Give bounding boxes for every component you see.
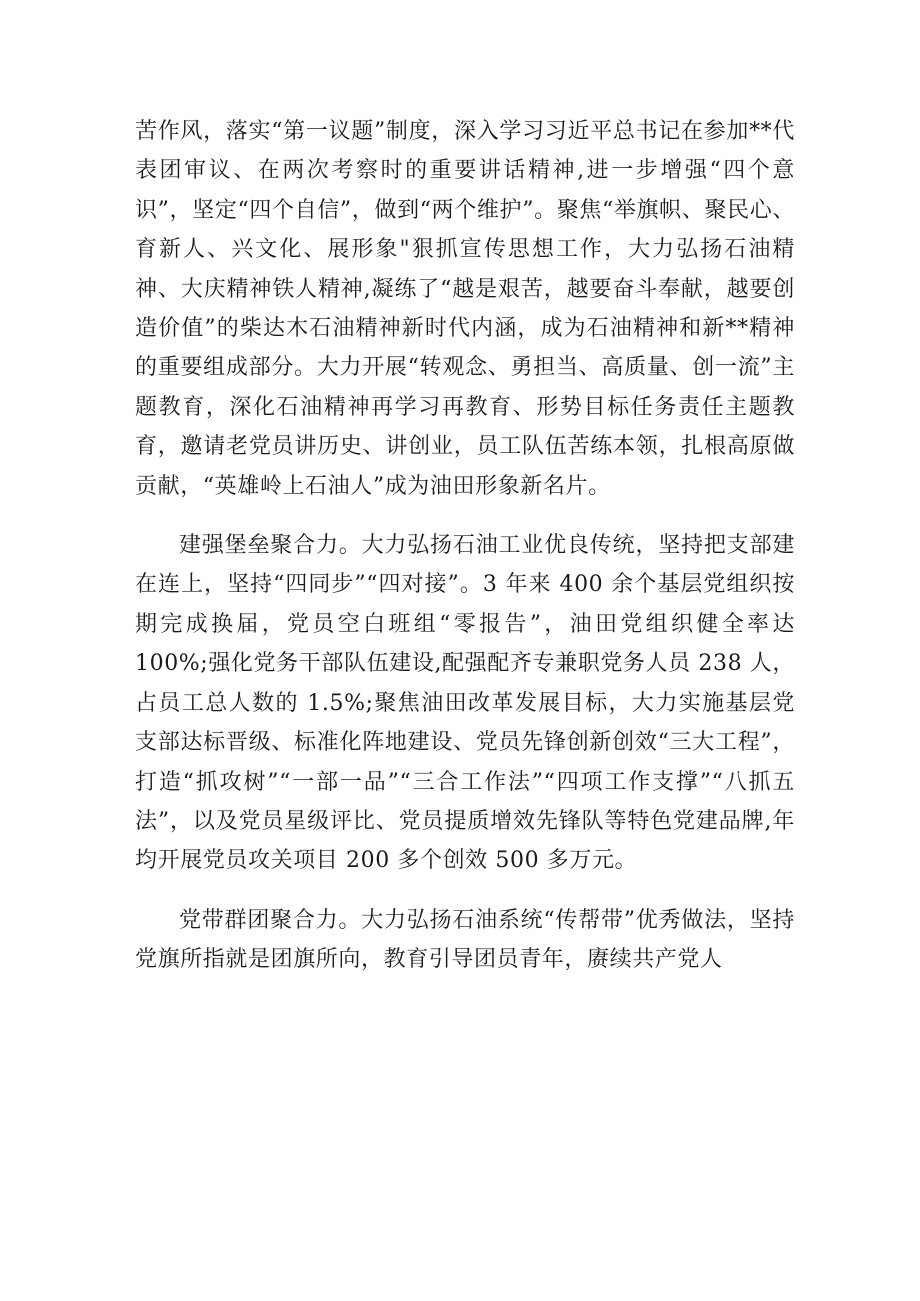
paragraph-continuation: 苦作风，落实“第一议题”制度，深入学习习近平总书记在参加**代表团审议、在两次考察时的重要讲话精神,进一步增强“四个意识”，坚定“四个自信”，做到“两个维护”。聚焦“举旗帜、聚民心、育新人、兴文化、展形象"狠抓宣传思想工作，大力弘扬石油精神、大庆精神铁人精神,凝练了“越是艰苦，越要奋斗奉献，越要创造价值”的柴达木石油精神新时代内涵，成为石油精神和新**精神的重要组成部分。大力开展“转观念、勇担当、高质量、创一流”主题教育，深化石油精神再学习再教育、形势目标任务责任主题教育，邀请老党员讲历史、讲创业，员工队伍苦练本领，扎根高原做贡献，“英雄岭上石油人”成为油田形象新名片。 bbox=[135, 119, 795, 499]
paragraph-fortress: 建强堡垒聚合力。大力弘扬石油工业优良传统，坚持把支部建在连上，坚持“四同步”“四对接”。3 年来 400 余个基层党组织按期完成换届，党员空白班组“零报告”，油田党组织健全率达 100%;强化党务干部队伍建设,配强配齐专兼职党务人员 238 人，占员工总人数的 1.5%;聚焦油田改革发展目标，大力实施基层党支部达标晋级、标准化阵地建设、党员先锋创新创效“三大工程”，打造“抓攻树”“一部一品”“三合工作法”“四项工作支撑”“八抓五法”，以及党员星级评比、党员提质增效先锋队等特色党建品牌,年均开展党员攻关项目 200 多个创效 500 多万元。 bbox=[135, 533, 795, 874]
paragraph-party-leads-groups: 党带群团聚合力。大力弘扬石油系统“传帮带”优秀做法，坚持党旗所指就是团旗所向，教育引导团员青年，赓续共产党人 bbox=[135, 907, 795, 973]
document-body bbox=[135, 112, 795, 980]
